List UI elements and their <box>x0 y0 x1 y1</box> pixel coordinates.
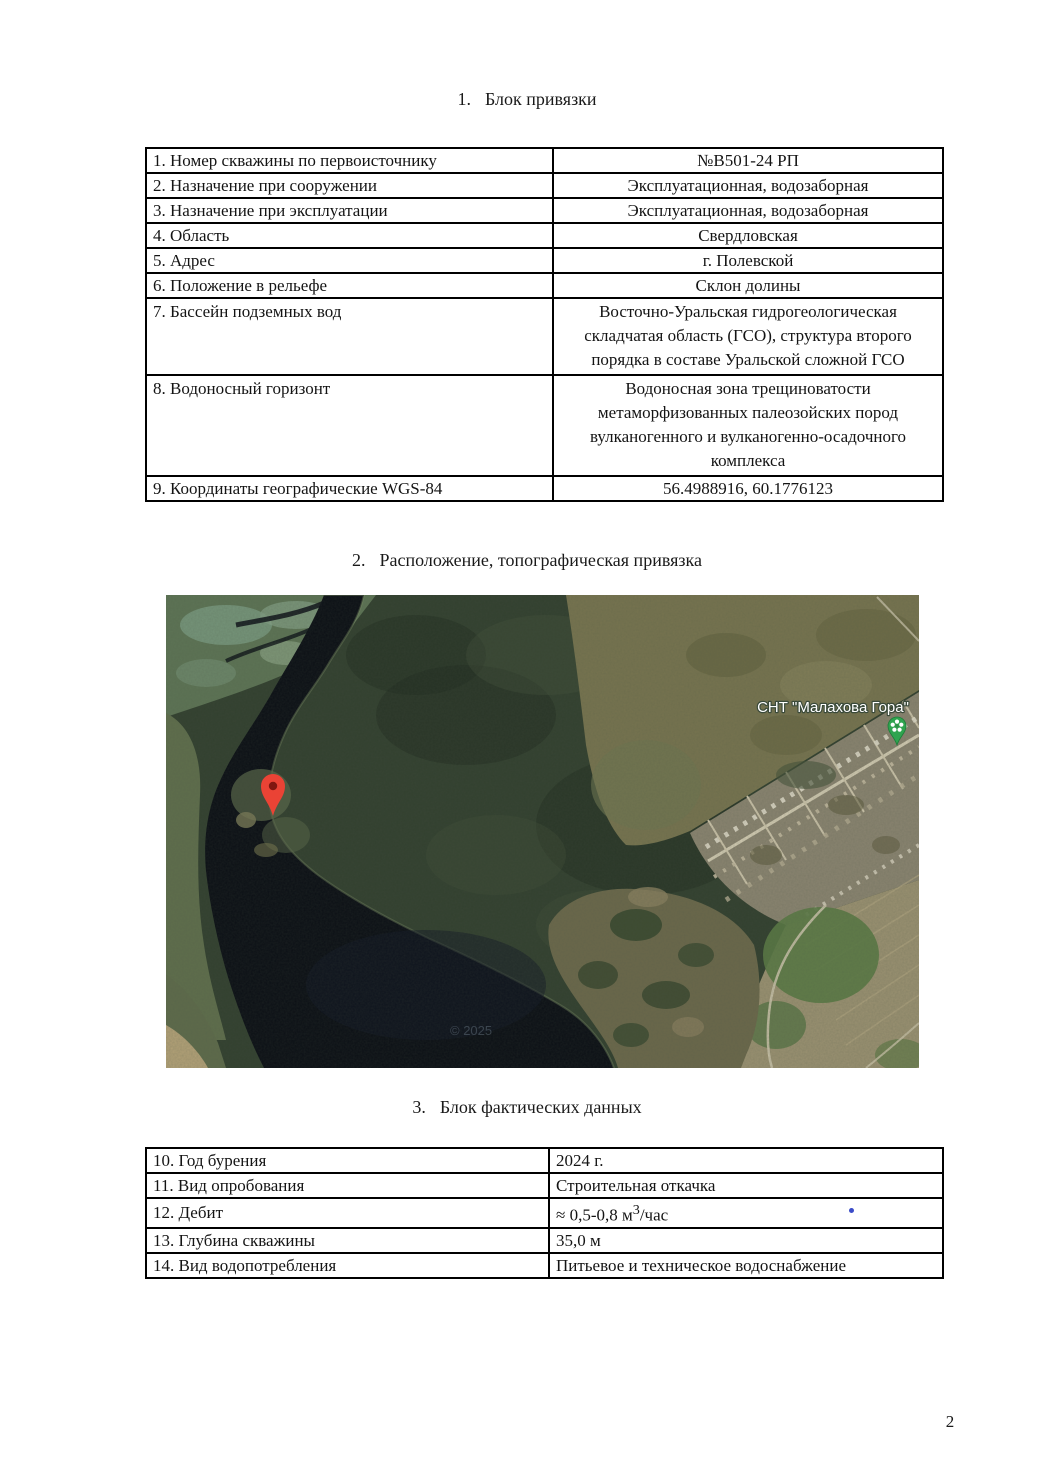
section3-number: 3. <box>412 1097 426 1117</box>
row-value: Строительная откачка <box>549 1173 943 1198</box>
row-label: 12. Дебит <box>146 1198 549 1228</box>
section3-heading <box>0 1096 1054 1118</box>
table-row <box>146 1198 943 1228</box>
table-row <box>146 198 943 223</box>
row-label: 4. Область <box>146 223 553 248</box>
section1-heading <box>0 88 1054 110</box>
table-row <box>146 476 943 501</box>
blue-ink-dot <box>849 1208 854 1213</box>
row-value <box>549 1198 943 1228</box>
table-row <box>146 298 943 375</box>
map-grain <box>166 595 919 1068</box>
table-row <box>146 248 943 273</box>
row-label: 3. Назначение при эксплуатации <box>146 198 553 223</box>
row-label: 6. Положение в рельефе <box>146 273 553 298</box>
row-value: Эксплуатационная, водозаборная <box>553 173 943 198</box>
section2-title: Расположение, топографическая привязка <box>379 550 702 570</box>
row-label: 11. Вид опробования <box>146 1173 549 1198</box>
map-image <box>166 595 919 1068</box>
table-row <box>146 1228 943 1253</box>
section2-number: 2. <box>352 550 366 570</box>
table-row <box>146 1173 943 1198</box>
row-value: Питьевое и техническое водоснабжение <box>549 1253 943 1278</box>
row-value: 2024 г. <box>549 1148 943 1173</box>
table-row <box>146 1253 943 1278</box>
row-value: 56.4988916, 60.1776123 <box>553 476 943 501</box>
row-value: №В501-24 РП <box>553 148 943 173</box>
map-watermark: © 2025 <box>450 1023 493 1038</box>
table-row <box>146 375 943 476</box>
row-label: 10. Год бурения <box>146 1148 549 1173</box>
row-label: 2. Назначение при сооружении <box>146 173 553 198</box>
row-value: Водоносная зона трещиноватости метаморфизованных палеозойских пород вулканогенного и вулканогенно-осадочного комплекса <box>553 375 943 476</box>
row-value: 35,0 м <box>549 1228 943 1253</box>
settlement-label: СНТ "Малахова Гора" <box>757 699 909 716</box>
row-label: 13. Глубина скважины <box>146 1228 549 1253</box>
row-label: 5. Адрес <box>146 248 553 273</box>
row-label: 14. Вид водопотребления <box>146 1253 549 1278</box>
section1-number: 1. <box>457 89 471 109</box>
row-value: Эксплуатационная, водозаборная <box>553 198 943 223</box>
factual-data-table <box>145 1147 944 1279</box>
row-value: Склон долины <box>553 273 943 298</box>
row-value: г. Полевской <box>553 248 943 273</box>
row-label: 1. Номер скважины по первоисточнику <box>146 148 553 173</box>
table-row <box>146 1148 943 1173</box>
row-value: Восточно-Уральская гидрогеологическая складчатая область (ГСО), структура второго порядка в составе Уральской сложной ГСО <box>553 298 943 375</box>
table-row <box>146 173 943 198</box>
section3-title: Блок фактических данных <box>439 1097 642 1117</box>
table-row <box>146 273 943 298</box>
page-number: 2 <box>945 1412 955 1431</box>
debit-value: ≈ 0,5-0,8 м <box>556 1205 633 1225</box>
row-value: Свердловская <box>553 223 943 248</box>
debit-superscript: 3 <box>632 1202 640 1218</box>
satellite-map[interactable] <box>166 595 919 1068</box>
row-label: 8. Водоносный горизонт <box>146 375 553 476</box>
debit-unit: /час <box>639 1205 669 1225</box>
table-row <box>146 223 943 248</box>
row-label: 9. Координаты географические WGS-84 <box>146 476 553 501</box>
section2-heading <box>0 549 1054 571</box>
table-row <box>146 148 943 173</box>
location-block-table <box>145 147 944 502</box>
section1-title: Блок привязки <box>484 89 597 109</box>
row-label: 7. Бассейн подземных вод <box>146 298 553 375</box>
